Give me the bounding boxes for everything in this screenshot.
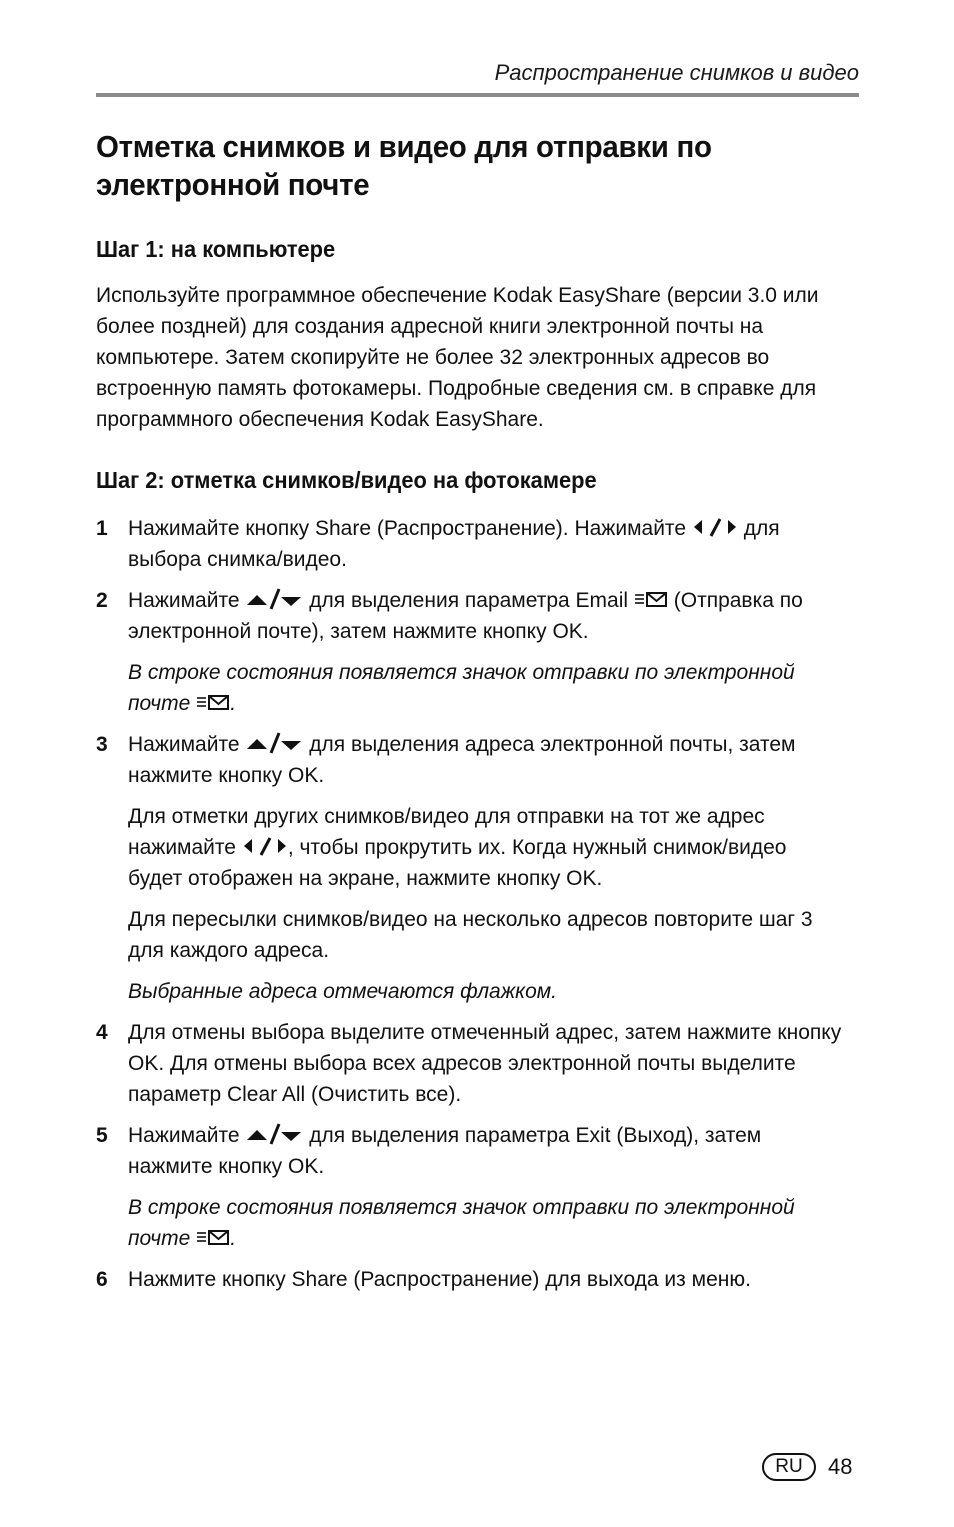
step-note — [128, 657, 846, 719]
page-content — [96, 128, 846, 1295]
step-text — [128, 585, 846, 647]
section-1-heading: Шаг 1: на компьютере — [96, 236, 336, 262]
step-3 — [96, 729, 846, 1007]
step-text-part: для выбора снимка/видео. — [128, 517, 780, 571]
steps-list — [96, 513, 846, 1295]
step-text: Для отмены выбора выделите отмеченный адрес, затем нажмите кнопку OK. Для отмены выбора всех адресов электронной почты выделите параметр Clear All (Очистить все). — [128, 1021, 842, 1106]
up-down-arrows-icon — [245, 731, 303, 755]
step-text-part: Нажимайте кнопку Share (Распространение). Нажимайте — [128, 517, 686, 540]
step-1 — [96, 513, 846, 575]
step-text-part: (Отправка по электронной почте), затем нажмите кнопку OK. — [128, 589, 803, 643]
step-number: 4 — [96, 1021, 108, 1044]
step-text — [128, 1120, 846, 1182]
step-text-part: , чтобы прокрутить их. Когда нужный снимок/видео будет отображен на экране, нажмите кнопку OK. — [128, 836, 787, 890]
section-1-body: Используйте программное обеспечение Kodak EasyShare (версии 3.0 или более поздней) для создания адресной книги электронной почты на компьютере. Затем скопируйте не более 32 электронных адресов во встроенную память фотокамеры. Подробные сведения см. в справке для программного обеспечения Kodak EasyShare. — [96, 284, 819, 431]
step-text-part: для выделения параметра Email — [309, 589, 629, 612]
step-note-text: В строке состояния появляется значок отправки по электронной почте — [128, 661, 795, 715]
step-number: 2 — [96, 589, 108, 612]
step-text — [128, 513, 846, 575]
step-4 — [96, 1017, 846, 1110]
up-down-arrows-icon — [245, 1122, 303, 1146]
step-note: Выбранные адреса отмечаются флажком. — [128, 980, 557, 1003]
step-number: 3 — [96, 733, 108, 756]
step-text-part: для выделения адреса электронной почты, затем нажмите кнопку OK. — [128, 733, 796, 787]
up-down-arrows-icon — [245, 587, 303, 611]
step-text-part: Нажимайте — [128, 733, 240, 756]
step-number: 6 — [96, 1268, 108, 1291]
step-text-part: для выделения параметра Exit (Выход), затем нажмите кнопку OK. — [128, 1124, 762, 1178]
step-text-part: Нажимайте — [128, 1124, 240, 1147]
step-text: Нажмите кнопку Share (Распространение) для выхода из меню. — [128, 1268, 751, 1291]
header-rule — [96, 93, 859, 97]
email-icon — [196, 1227, 230, 1247]
step-note-text: . — [230, 692, 237, 715]
step-text-part: Нажимайте — [128, 589, 240, 612]
left-right-arrows-icon — [242, 835, 288, 857]
email-icon — [634, 589, 668, 609]
step-2 — [96, 585, 846, 719]
email-icon — [196, 692, 230, 712]
step-note-text: . — [230, 1227, 237, 1250]
step-6 — [96, 1264, 846, 1295]
step-text — [128, 729, 846, 791]
step-paragraph — [128, 801, 846, 894]
left-right-arrows-icon — [692, 516, 738, 538]
section-2-heading: Шаг 2: отметка снимков/видео на фотокамере — [96, 467, 597, 493]
step-note — [128, 1192, 846, 1254]
page-title: Отметка снимков и видео для отправки по электронной почте — [96, 129, 712, 202]
step-paragraph: Для пересылки снимков/видео на несколько адресов повторите шаг 3 для каждого адреса. — [128, 908, 813, 962]
step-note-text: В строке состояния появляется значок отправки по электронной почте — [128, 1196, 795, 1250]
step-5 — [96, 1120, 846, 1254]
running-header: Распространение снимков и видео — [494, 60, 859, 85]
language-badge: RU — [762, 1453, 816, 1481]
page-number: 48 — [828, 1454, 853, 1479]
step-number: 5 — [96, 1124, 108, 1147]
step-number: 1 — [96, 517, 108, 540]
step-text-part: Для отметки других снимков/видео для отправки на тот же адрес нажимайте — [128, 805, 765, 859]
